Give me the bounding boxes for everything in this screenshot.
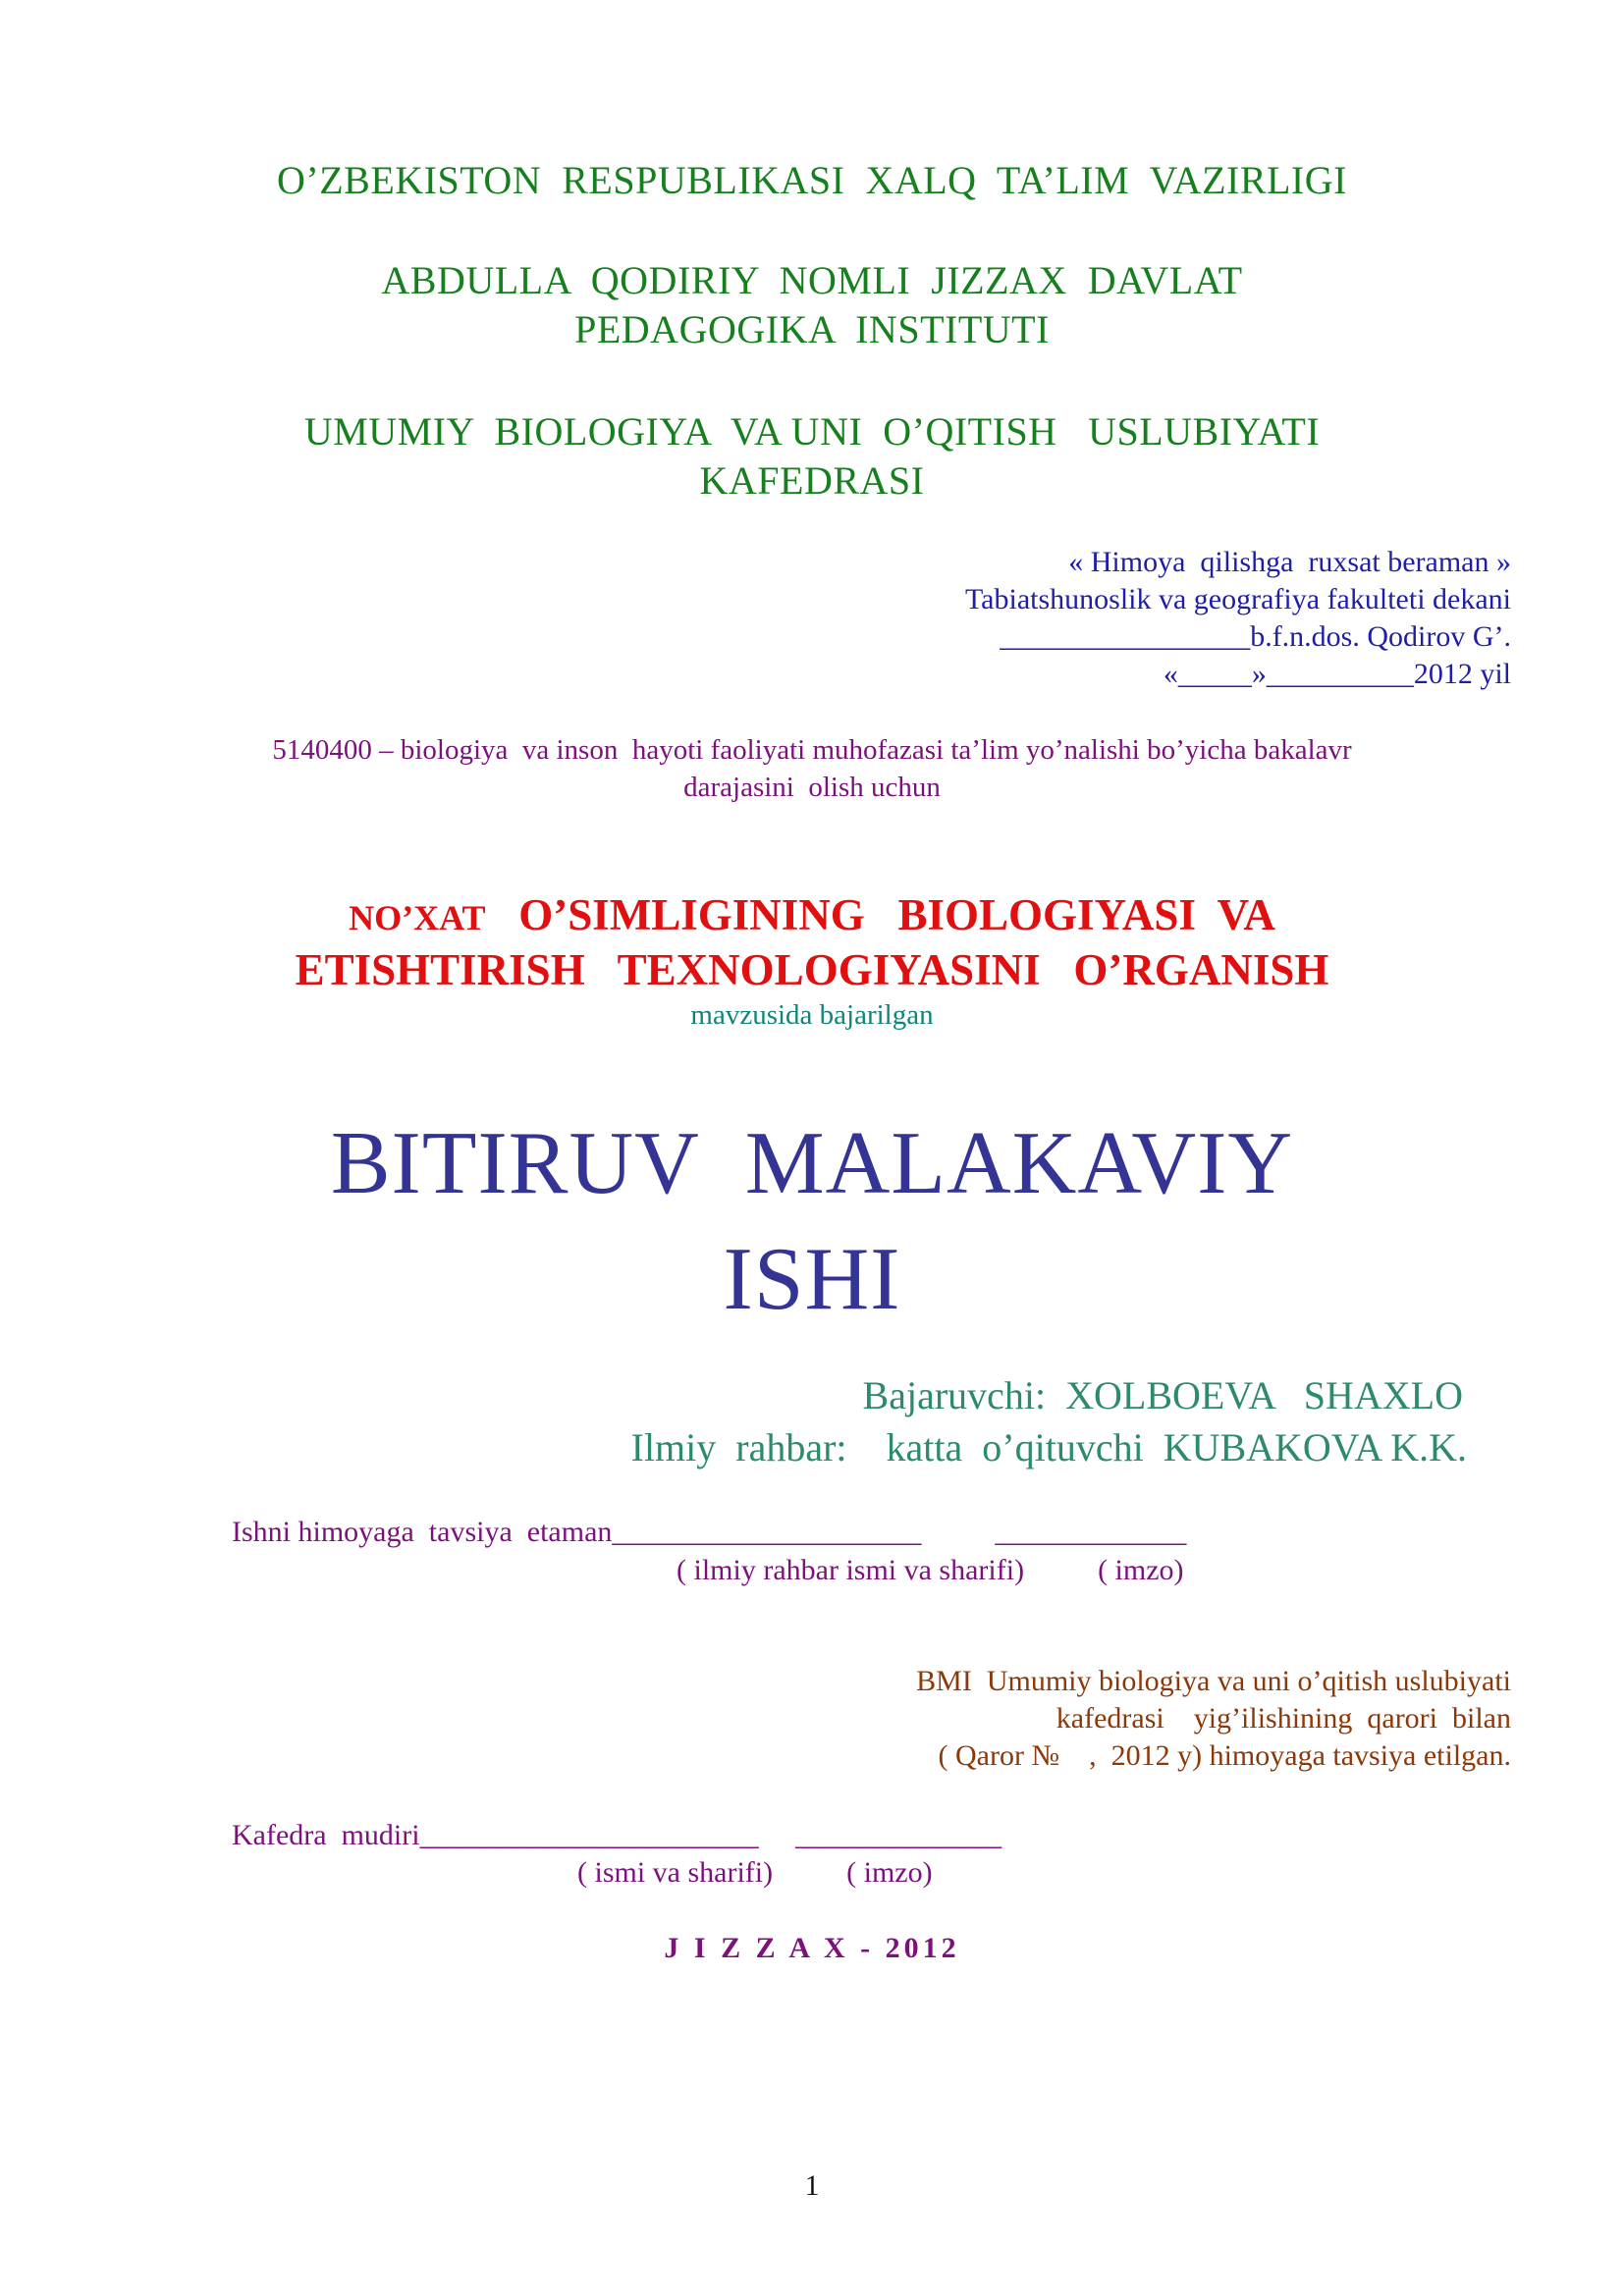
supervisor: Ilmiy rahbar: katta o’qituvchi KUBAKOVA K.K. [630,1425,1467,1469]
work-type-line2: ISHI [723,1229,901,1328]
approval-line3: _________________b.f.n.dos. Qodirov G’. [1000,620,1511,653]
direction-line2: darajasini olish uchun [683,772,941,803]
head-of-department-line: Kafedra mudiri_______________________ ______________ [232,1819,1002,1851]
head-of-department-caption: ( ismi va sharifi) ( imzo) [577,1856,933,1889]
approval-line2: Tabiatshunoslik va geografiya fakulteti dekani [964,583,1511,615]
performer: Bajaruvchi: XOLBOEVA SHAXLO [862,1373,1463,1417]
city-year: J I Z Z A X - 2012 [664,1932,960,1964]
department-title-line2: KAFEDRASI [699,458,925,503]
department-decision-line2: kafedrasi yig’ilishining qarori bilan [1056,1702,1511,1735]
work-type-line1: BITIRUV MALAKAVIY [330,1113,1294,1212]
department-title-line1: UMUMIY BIOLOGIYA VA UNI O’QITISH USLUBIYATI [303,409,1321,454]
recommendation-caption: ( ilmiy rahbar ismi va sharifi) ( imzo) [677,1554,1184,1586]
institute-title-line1: ABDULLA QODIRIY NOMLI JIZZAX DAVLAT [381,258,1243,302]
department-decision-line1: BMI Umumiy biologiya va uni o’qitish uslubiyati [916,1665,1511,1697]
approval-line4: «_____»__________2012 yil [1163,658,1511,690]
direction-line1: 5140400 – biologiya va inson hayoti faoliyati muhofazasi ta’lim yo’nalishi bo’yicha bakalavr [272,734,1352,766]
page-number: 1 [804,2169,820,2202]
recommendation-line: Ishni himoyaga tavsiya etaman_____________________ _____________ [232,1516,1187,1548]
department-decision-line3: ( Qaror № , 2012 y) himoyaga tavsiya etilgan. [938,1739,1511,1772]
institute-title-line2: PEDAGOGIKA INSTITUTI [574,307,1050,351]
approval-line1: « Himoya qilishga ruxsat beraman » [1068,546,1511,578]
topic-subtitle: mavzusida bajarilgan [690,999,934,1031]
topic-line2: ETISHTIRISH TEXNOLOGIYASINI O’RGANISH [295,945,1329,994]
ministry-title: O’ZBEKISTON RESPUBLIKASI XALQ TA’LIM VAZIRLIGI [277,158,1347,202]
topic-line1 [0,889,1624,940]
topic-line1-rest: O’SIMLIGINING BIOLOGIYASI VA [518,890,1275,939]
topic-first-word: NO’XAT [349,898,486,937]
